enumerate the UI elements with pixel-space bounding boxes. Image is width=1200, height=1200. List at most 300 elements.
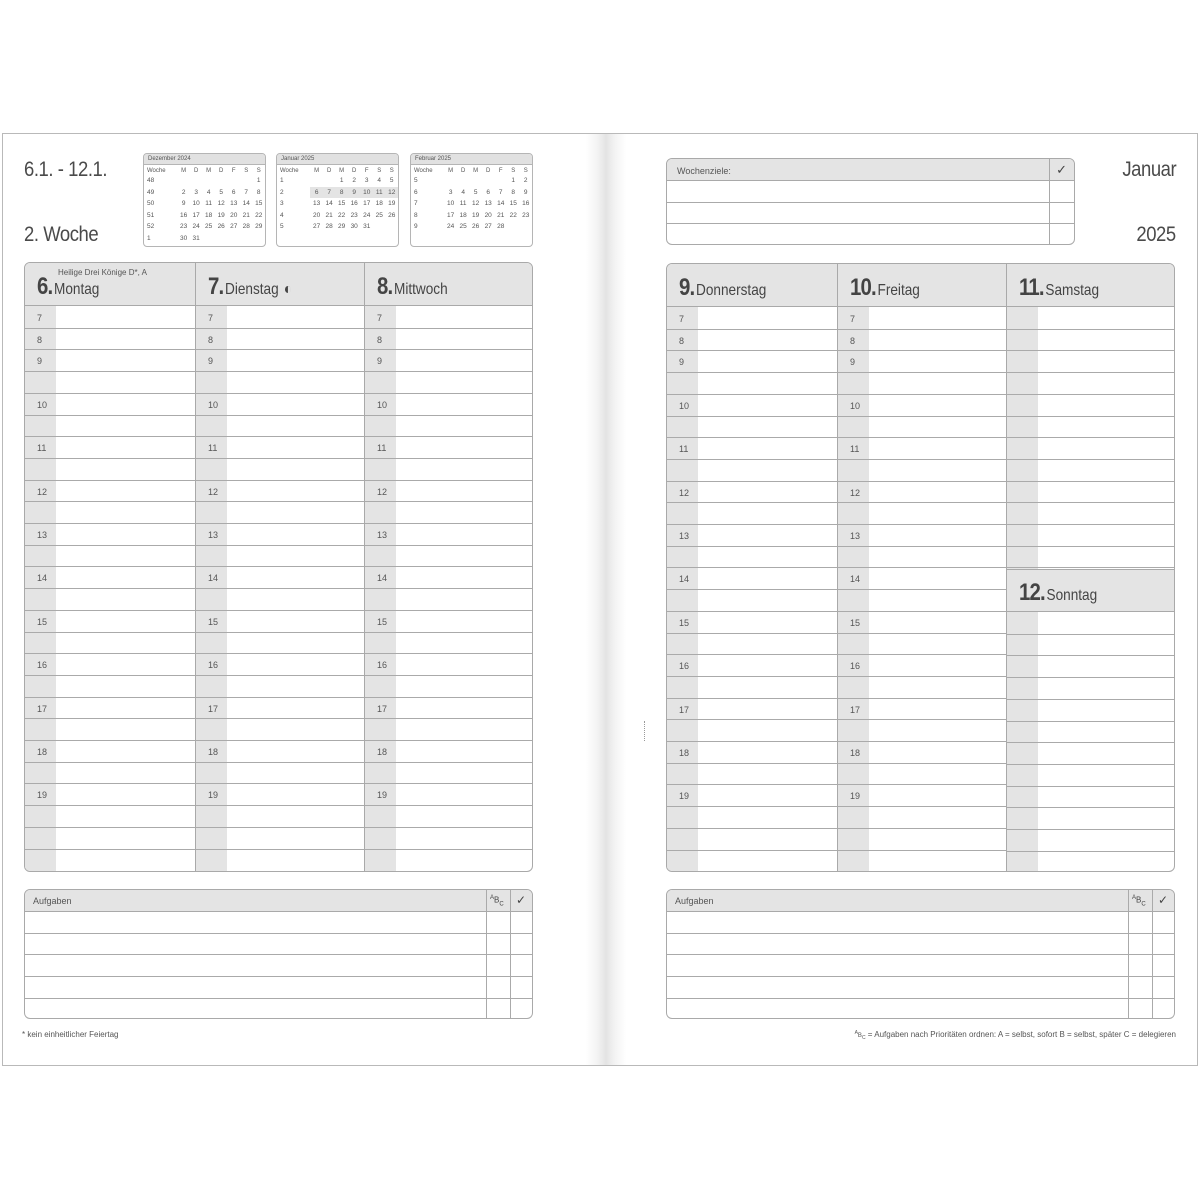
goals-label: Wochenziele: (677, 166, 731, 176)
day-number (679, 274, 766, 302)
row-line (365, 436, 533, 437)
month-label: Januar (1122, 158, 1176, 181)
hour-label: 10 (377, 399, 388, 410)
mini-calendar-cell: 31 (192, 234, 200, 242)
mini-calendar-cell (240, 175, 253, 187)
day-number (1019, 274, 1099, 302)
mini-calendar-cell: 6 (486, 188, 490, 196)
mini-calendar-cell: 1 (339, 177, 344, 185)
mini-calendar-cell: 50 (147, 200, 155, 208)
mini-calendar-cell: 8 (335, 187, 348, 199)
mini-calendar-cell: 19 (472, 211, 480, 219)
day-header (838, 264, 1006, 307)
row-line (25, 849, 195, 850)
hour-label: 17 (37, 703, 48, 714)
mini-calendar-header-cell: Woche (414, 167, 433, 174)
row-line (1007, 546, 1175, 547)
mini-calendar-cell: 18 (205, 211, 213, 219)
row-line (667, 698, 837, 699)
mini-calendar-cell (190, 175, 203, 187)
mini-calendar-cell: 2 (523, 177, 528, 185)
day-date: 7. (208, 273, 224, 300)
row-line (667, 633, 837, 634)
row-line (667, 416, 837, 417)
day-name: Donnerstag (696, 282, 767, 299)
mini-calendar-cell (457, 175, 470, 187)
row-line (196, 371, 364, 372)
mini-calendar-cell (240, 233, 253, 245)
mini-calendar-cell: 7 (323, 187, 336, 199)
mini-calendar-header-cell: S (523, 167, 528, 174)
hour-label: 19 (679, 791, 690, 802)
footnote-text: = Aufgaben nach Prioritäten ordnen: A = selbst, sofort B = selbst, später C = delegieren (867, 1030, 1176, 1039)
row-line (25, 675, 195, 676)
mini-calendar-cell: 28 (497, 223, 505, 231)
mini-calendar-cell (202, 175, 215, 187)
hour-label: 17 (850, 704, 861, 715)
row-line (667, 784, 837, 785)
row-line (667, 676, 837, 677)
mini-calendar-cell: 22 (255, 211, 263, 219)
mini-calendar-cell: 30 (350, 223, 358, 231)
day-header (196, 263, 364, 306)
task-line[interactable] (25, 998, 532, 999)
mini-calendar-cell: 22 (338, 211, 346, 219)
row-line (838, 633, 1006, 634)
hour-label: 19 (377, 790, 388, 801)
row-line (838, 524, 1006, 525)
mini-calendar-cell (227, 233, 240, 245)
date-range: 6.1. - 12.1. (24, 158, 108, 181)
day-header (365, 263, 533, 306)
abc-priority-icon: $^AB_C$ (1132, 895, 1146, 908)
mini-calendar-cell: 1 (511, 177, 516, 185)
day-date: 9. (679, 274, 695, 301)
hour-label: 17 (208, 703, 219, 714)
task-line[interactable] (25, 933, 532, 934)
mini-calendar-cell: 2 (181, 188, 186, 196)
mini-calendar-cell: 11 (373, 187, 386, 199)
footnote-right (855, 1030, 1176, 1041)
day-name: Mittwoch (394, 281, 448, 298)
check-icon: ✓ (1158, 893, 1169, 907)
day-number (37, 273, 99, 301)
hour-label: 11 (679, 444, 689, 455)
task-line[interactable] (667, 954, 1174, 955)
row-line (25, 415, 195, 416)
tasks-header (667, 890, 1174, 912)
day-date: 10. (850, 274, 876, 301)
row-line (365, 762, 533, 763)
row-line (196, 762, 364, 763)
row-line (196, 849, 364, 850)
hour-label: 12 (377, 486, 388, 497)
row-line (365, 393, 533, 394)
week-label: 2. Woche (24, 223, 99, 246)
mini-calendar-header-cell: D (460, 167, 466, 174)
row-line (667, 654, 837, 655)
mini-calendar-cell: 3 (448, 188, 453, 196)
row-line (667, 589, 837, 590)
hour-label: 10 (37, 399, 48, 410)
mini-calendar-cell: 19 (217, 211, 225, 219)
row-line (196, 415, 364, 416)
hour-label: 19 (208, 790, 219, 801)
mini-calendar-cell: 5 (219, 188, 223, 196)
row-line (1007, 807, 1175, 808)
row-line (838, 719, 1006, 720)
day-number (208, 273, 292, 301)
row-line (196, 393, 364, 394)
row-line (25, 545, 195, 546)
row-line (196, 501, 364, 502)
row-line (1007, 459, 1175, 460)
mini-calendar-cell (507, 221, 520, 233)
mini-calendar-cell: 48 (147, 177, 155, 185)
row-line (1007, 372, 1175, 373)
day-name: Samstag (1045, 282, 1100, 299)
hour-label: 15 (208, 616, 219, 627)
mini-calendar-cell: 4 (461, 188, 465, 196)
hour-label: 8 (377, 334, 383, 345)
row-line (25, 632, 195, 633)
row-line (838, 329, 1006, 330)
mini-calendar-header-cell: F (231, 167, 236, 174)
hour-label: 14 (377, 573, 388, 584)
day-column[interactable] (364, 263, 533, 871)
mini-calendar-cell: 20 (313, 211, 321, 219)
row-line (1007, 524, 1175, 525)
mini-calendar-cell: 18 (375, 200, 383, 208)
row-line (838, 416, 1006, 417)
row-line (196, 675, 364, 676)
day-number (850, 274, 920, 302)
task-line[interactable] (667, 998, 1174, 999)
hour-label: 13 (679, 531, 690, 541)
mini-calendar-cell: 14 (497, 200, 505, 208)
row-line (196, 610, 364, 611)
check-icon: ✓ (516, 893, 527, 907)
mini-calendar-cell: 2 (280, 188, 284, 196)
mini-calendar-cell: 27 (484, 223, 492, 231)
row-line (25, 501, 195, 502)
row-line (838, 589, 1006, 590)
mini-calendar-cell (177, 175, 190, 187)
row-line (365, 632, 533, 633)
mini-calendar-cell: 21 (497, 211, 505, 219)
mini-calendar-cell: 10 (360, 187, 373, 199)
hour-label: 17 (679, 704, 690, 715)
hour-label: 7 (37, 313, 43, 323)
row-line (838, 546, 1006, 547)
row-line (365, 415, 533, 416)
mini-calendar (410, 153, 533, 247)
hour-label: 19 (37, 790, 48, 801)
row-line (25, 588, 195, 589)
mini-calendar-cell: 4 (280, 211, 284, 219)
row-line (365, 653, 533, 654)
mini-calendar-cell (323, 175, 336, 187)
mini-calendar-cell: 28 (242, 223, 250, 231)
row-line (838, 611, 1006, 612)
mini-calendar-cell: 17 (447, 211, 455, 219)
row-line (25, 697, 195, 698)
day-number (377, 273, 448, 301)
row-line (196, 697, 364, 698)
hour-label: 14 (679, 574, 690, 585)
mini-calendar-cell: 7 (498, 188, 503, 196)
mini-calendar-cell: 14 (242, 200, 250, 208)
mini-calendar-cell: 16 (522, 200, 530, 208)
row-line (667, 394, 837, 395)
row-line (1007, 677, 1175, 678)
row-line (196, 566, 364, 567)
row-line (667, 567, 837, 568)
row-line (838, 350, 1006, 351)
mini-calendar-cell: 29 (338, 223, 346, 231)
hour-label: 9 (377, 356, 383, 367)
row-line (667, 329, 837, 330)
hour-label: 7 (208, 313, 214, 323)
mini-calendar-cell (482, 175, 495, 187)
hour-label: 12 (37, 486, 48, 497)
mini-calendar-cell: 9 (181, 200, 186, 208)
hour-label: 16 (377, 660, 388, 671)
mini-calendar-cell: 24 (447, 223, 455, 231)
row-line (1007, 721, 1175, 722)
mini-calendar-header-cell: S (511, 167, 516, 174)
mini-calendar-cell: 6 (231, 188, 236, 196)
row-line (196, 458, 364, 459)
mini-calendar-title: Februar 2025 (411, 154, 532, 165)
hour-label: 18 (377, 747, 388, 757)
hour-label: 8 (37, 334, 43, 345)
mini-calendar-cell: 21 (325, 211, 333, 219)
hour-label: 16 (679, 661, 690, 672)
day-grid-right (666, 263, 1175, 872)
row-line (25, 566, 195, 567)
mini-calendar-cell: 7 (414, 200, 418, 208)
hour-label: 15 (679, 617, 690, 628)
row-line (838, 763, 1006, 764)
row-line (25, 458, 195, 459)
mini-calendar-cell: 25 (459, 223, 467, 231)
row-line (365, 349, 533, 350)
mini-calendar-cell (373, 221, 386, 233)
mini-calendar-cell: 10 (447, 200, 455, 208)
mini-calendar-cell: 30 (180, 234, 188, 242)
row-line (838, 437, 1006, 438)
day-header (1007, 264, 1175, 307)
mini-calendar-cell: 8 (414, 211, 418, 219)
mini-calendar-cell: 12 (472, 200, 480, 208)
mini-calendar-cell (444, 175, 457, 187)
row-line (196, 436, 364, 437)
row-line (25, 827, 195, 828)
check-icon: ✓ (1056, 162, 1067, 177)
row-line (1007, 742, 1175, 743)
mini-calendar-cell (215, 175, 228, 187)
row-line (25, 718, 195, 719)
row-line (196, 480, 364, 481)
day-name: Montag (54, 281, 100, 298)
row-line (838, 567, 1006, 568)
row-line (196, 588, 364, 589)
row-line (838, 698, 1006, 699)
hour-label: 18 (37, 747, 48, 757)
mini-calendar-cell: 26 (472, 223, 480, 231)
mini-calendar-header-cell: S (377, 167, 382, 174)
mini-calendar-cell (252, 233, 265, 245)
mini-calendar-cell: 5 (414, 177, 418, 185)
page-marker (644, 721, 646, 741)
mini-calendar-cell: 3 (194, 188, 198, 196)
mini-calendar-header-cell: F (498, 167, 503, 174)
row-line (667, 350, 837, 351)
mini-calendar-header-cell: D (219, 167, 224, 174)
mini-calendar-cell: 13 (230, 200, 238, 208)
row-line (838, 741, 1006, 742)
mini-calendar-cell (227, 175, 240, 187)
mini-calendar-cell: 5 (389, 177, 394, 185)
row-line (667, 828, 837, 829)
mini-calendar-title: Dezember 2024 (144, 154, 265, 165)
mini-calendar-header-cell: M (473, 167, 479, 174)
day-date: 11. (1019, 274, 1044, 301)
row-line (25, 783, 195, 784)
row-line (365, 566, 533, 567)
row-line (365, 610, 533, 611)
hour-label: 17 (377, 703, 388, 714)
row-line (667, 850, 837, 851)
hour-label: 11 (208, 443, 218, 454)
hour-label: 7 (377, 313, 383, 323)
row-line (365, 523, 533, 524)
hour-label: 15 (377, 616, 388, 627)
day-column[interactable] (837, 264, 1006, 871)
hour-label: 15 (37, 616, 48, 627)
hour-label: 9 (679, 357, 685, 368)
day-column[interactable] (667, 264, 837, 871)
row-line (365, 718, 533, 719)
task-line[interactable] (667, 933, 1174, 934)
row-line (196, 653, 364, 654)
row-line (667, 502, 837, 503)
row-line (838, 828, 1006, 829)
day-column[interactable] (195, 263, 364, 871)
mini-calendar-header-cell: M (448, 167, 454, 174)
mini-calendar-cell: 31 (363, 223, 371, 231)
row-line (838, 806, 1006, 807)
mini-calendar-cell: 22 (509, 211, 517, 219)
row-line (838, 394, 1006, 395)
mini-calendar (143, 153, 266, 247)
mini-calendar-header-cell: M (314, 167, 320, 174)
mini-calendar-cell: 20 (484, 211, 492, 219)
hour-label: 9 (850, 357, 856, 368)
hour-label: 12 (679, 487, 690, 498)
row-line (1007, 394, 1175, 395)
row-line (365, 371, 533, 372)
mini-calendar-cell: 9 (348, 187, 361, 199)
row-line (25, 762, 195, 763)
mini-calendar-cell: 5 (280, 223, 284, 231)
row-line (25, 523, 195, 524)
task-line[interactable] (25, 954, 532, 955)
row-line (196, 545, 364, 546)
mini-calendar-cell: 23 (350, 211, 358, 219)
row-line (1007, 764, 1175, 765)
hour-label: 7 (679, 314, 685, 324)
tasks-right (666, 889, 1175, 1019)
day-header (1007, 569, 1175, 612)
hour-label: 15 (850, 617, 861, 628)
weekly-goals[interactable] (666, 158, 1075, 245)
mini-calendar-cell: 26 (217, 223, 225, 231)
mini-calendar-cell: 11 (205, 200, 213, 208)
mini-calendar-cell: 15 (338, 200, 346, 208)
row-line (838, 850, 1006, 851)
task-line[interactable] (667, 976, 1174, 977)
row-line (838, 676, 1006, 677)
row-line (1007, 481, 1175, 482)
row-line (667, 741, 837, 742)
mini-calendar-header-cell: S (244, 167, 249, 174)
day-column[interactable] (1006, 569, 1175, 872)
hour-label: 14 (208, 573, 219, 584)
mini-calendar-cell: 29 (255, 223, 263, 231)
mini-calendar-cell: 13 (313, 200, 321, 208)
mini-calendar-cell: 6 (414, 188, 418, 196)
hour-label: 9 (37, 356, 43, 367)
hour-label: 19 (850, 791, 861, 802)
abc-icon: $^AB_C$ (854, 1030, 866, 1042)
book-gutter (586, 134, 626, 1065)
mini-calendar-cell: 20 (230, 211, 238, 219)
hour-label: 11 (377, 443, 387, 454)
row-line (1007, 416, 1175, 417)
day-header (667, 264, 837, 307)
mini-calendar-cell: 23 (180, 223, 188, 231)
mini-calendar (276, 153, 399, 247)
mini-calendar-cell: 9 (414, 223, 418, 231)
mini-calendar-cell: 4 (377, 177, 382, 185)
tasks-label: Aufgaben (675, 896, 714, 906)
year-label: 2025 (1136, 223, 1176, 246)
row-line (365, 783, 533, 784)
day-column[interactable] (1006, 264, 1175, 569)
row-line (365, 501, 533, 502)
row-line (1007, 350, 1175, 351)
row-line (25, 436, 195, 437)
task-line[interactable] (25, 976, 532, 977)
holiday-label: Heilige Drei Könige D*, A (58, 268, 147, 277)
moon-phase-icon: ◐ (283, 281, 293, 298)
mini-calendar-cell: 18 (459, 211, 467, 219)
mini-calendar-cell: 17 (192, 211, 200, 219)
row-line (365, 328, 533, 329)
mini-calendar-cell: 11 (459, 200, 467, 208)
mini-calendar-header-cell: S (256, 167, 261, 174)
row-line (1007, 634, 1175, 635)
row-line (365, 827, 533, 828)
day-column[interactable] (25, 263, 195, 871)
row-line (365, 675, 533, 676)
row-line (365, 458, 533, 459)
mini-calendar-cell: 51 (147, 211, 155, 219)
row-line (838, 459, 1006, 460)
mini-calendar-header-cell: D (193, 167, 199, 174)
